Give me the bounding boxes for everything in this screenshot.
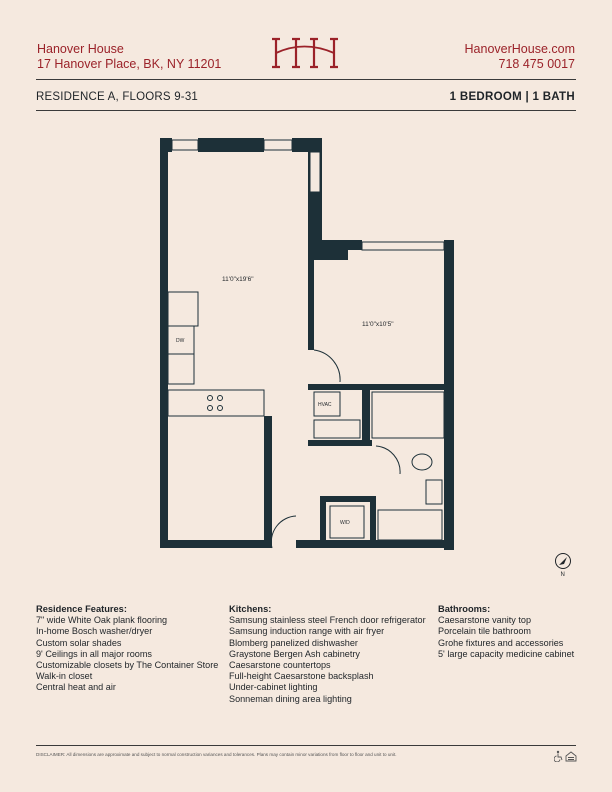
list-item: 5' large capacity medicine cabinet xyxy=(438,648,575,659)
list-item: Full-height Caesarstone backsplash xyxy=(229,671,374,682)
title-divider xyxy=(36,110,576,111)
disclaimer: DISCLAIMER: All dimensions are approximate and subject to normal construction variances and tolerances. Plans may contain minor variations from floor to floor and unit to unit. xyxy=(36,752,397,757)
bedroom-dimensions: 11'0"x10'5" xyxy=(362,321,394,328)
residence-features-heading: Residence Features: xyxy=(36,604,127,614)
kitchen-sink xyxy=(168,354,194,384)
bedroom-closet xyxy=(372,392,444,438)
wall xyxy=(160,138,172,152)
kitchen-features xyxy=(229,604,426,705)
bathroom-features xyxy=(438,604,574,660)
residence-title: RESIDENCE A, FLOORS 9-31 xyxy=(36,91,199,103)
list-item: Sonneman dining area lighting xyxy=(229,693,352,704)
hvac-label: HVAC xyxy=(318,402,332,408)
wall xyxy=(264,416,272,548)
dishwasher-label: DW xyxy=(176,338,185,344)
cooktop-burner xyxy=(208,396,213,401)
list-item: 9' Ceilings in all major rooms xyxy=(36,648,152,659)
wall xyxy=(320,496,376,502)
window xyxy=(310,152,320,192)
wall xyxy=(444,240,454,550)
list-item: Samsung stainless steel French door refrigerator xyxy=(229,615,426,626)
window xyxy=(172,140,198,150)
residence-features xyxy=(36,604,218,694)
hanover-house-logo xyxy=(266,36,346,70)
header-divider xyxy=(36,79,576,80)
wall xyxy=(370,496,376,546)
list-item: Central heat and air xyxy=(36,682,116,693)
list-item: Customizable closets by The Container Store xyxy=(36,660,219,671)
list-item: 7" wide White Oak plank flooring xyxy=(36,615,168,626)
cooktop-burner xyxy=(218,396,223,401)
wall xyxy=(308,440,372,446)
list-item: Grohe fixtures and accessories xyxy=(438,637,564,648)
living-room-dimensions: 11'0"x19'6" xyxy=(222,276,254,283)
list-item: Caesarstone vanity top xyxy=(438,615,532,626)
list-item: Samsung induction range with air fryer xyxy=(229,626,385,637)
closet-shelving xyxy=(314,420,360,438)
list-item: Walk-in closet xyxy=(36,671,93,682)
wall xyxy=(314,250,348,260)
wall xyxy=(160,138,168,548)
wall xyxy=(362,384,370,444)
wall xyxy=(308,250,314,350)
wall xyxy=(198,138,264,152)
wall xyxy=(308,240,362,250)
wall xyxy=(160,540,272,548)
website-link[interactable]: HanoverHouse.com xyxy=(464,42,575,56)
north-label: N xyxy=(560,572,565,578)
washer-dryer-label: W/D xyxy=(340,520,350,526)
cooktop-burner xyxy=(208,406,213,411)
list-item: Caesarstone countertops xyxy=(229,660,331,671)
window xyxy=(362,242,444,250)
accessibility-equal-housing-icons xyxy=(554,750,578,762)
cooktop-burner xyxy=(218,406,223,411)
vanity xyxy=(426,480,442,504)
list-item: Blomberg panelized dishwasher xyxy=(229,637,358,648)
kitchen-counter xyxy=(168,390,264,416)
list-item: In-home Bosch washer/dryer xyxy=(36,626,153,637)
refrigerator xyxy=(168,292,198,326)
wall xyxy=(308,384,454,390)
floor-plan xyxy=(150,128,470,558)
building-name: Hanover House xyxy=(37,42,124,56)
bedroom-door-swing xyxy=(314,350,340,382)
list-item: Custom solar shades xyxy=(36,637,122,648)
list-item: Graystone Bergen Ash cabinetry xyxy=(229,648,360,659)
phone-number[interactable]: 718 475 0017 xyxy=(498,57,575,71)
bath-door-swing xyxy=(376,446,400,474)
bed-bath-count: 1 BEDROOM | 1 BATH xyxy=(449,91,575,103)
footer-divider xyxy=(36,745,576,746)
window xyxy=(264,140,292,150)
entry-door-swing xyxy=(271,516,296,548)
list-item: Under-cabinet lighting xyxy=(229,682,318,693)
kitchen-features-heading: Kitchens: xyxy=(229,604,272,614)
wall xyxy=(320,496,326,546)
building-address: 17 Hanover Place, BK, NY 11201 xyxy=(37,57,222,71)
toilet xyxy=(412,454,432,470)
north-arrow-icon xyxy=(554,552,572,578)
list-item: Porcelain tile bathroom xyxy=(438,626,532,637)
bathroom-features-heading: Bathrooms: xyxy=(438,604,491,614)
bathtub xyxy=(378,510,442,540)
